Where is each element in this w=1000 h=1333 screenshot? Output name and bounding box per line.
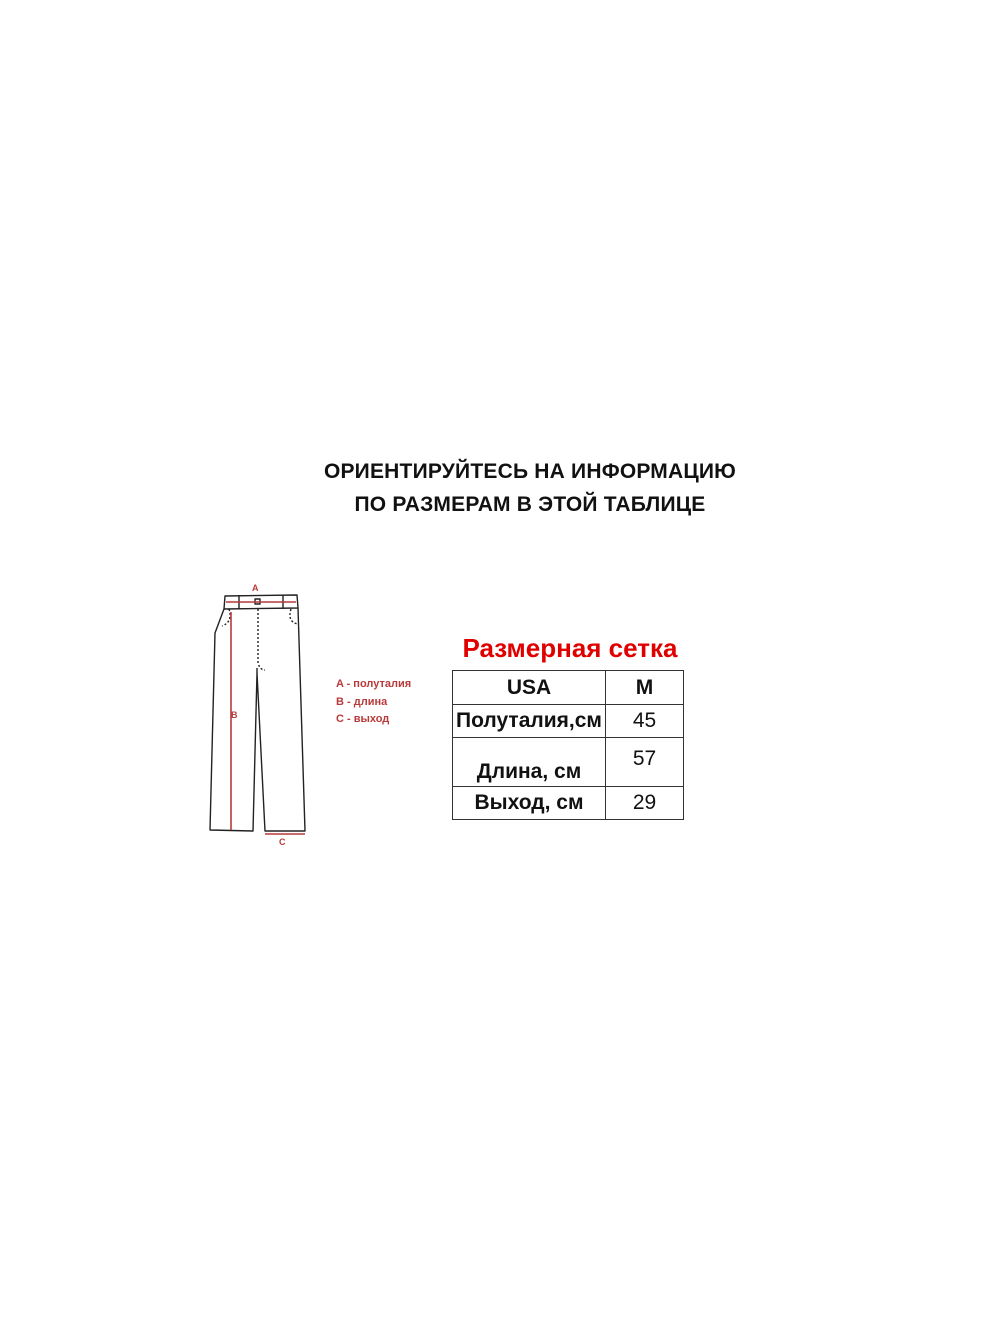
row-value-size: M [606, 671, 684, 705]
row-label-half-waist: Полуталия,см [453, 705, 606, 738]
trousers-diagram [195, 578, 325, 853]
row-label-usa: USA [453, 671, 606, 705]
diagram-legend [336, 676, 411, 729]
marker-b: B [231, 710, 238, 720]
legend-item-a: A - полуталия [336, 678, 412, 690]
size-table [452, 670, 684, 820]
fly-seam [258, 609, 265, 670]
legend-item-b: B - длина [336, 695, 388, 708]
row-value-length: 57 [606, 738, 684, 787]
row-label-length: Длина, см [453, 738, 606, 787]
heading-line-1: ОРИЕНТИРУЙТЕСЬ НА ИНФОРМАЦИЮ [323, 460, 737, 483]
table-row [453, 738, 684, 787]
marker-c: C [279, 837, 286, 847]
row-value-half-waist: 45 [606, 705, 684, 738]
trousers-outline [210, 595, 305, 831]
size-grid-title: Размерная сетка [462, 633, 678, 663]
legend-item-c: C - выход [336, 713, 390, 725]
measure-lines [226, 602, 305, 834]
table-row [453, 787, 684, 820]
right-pocket [290, 609, 298, 624]
heading-line-2: ПО РАЗМЕРАМ В ЭТОЙ ТАБЛИЦЕ [354, 493, 706, 516]
table-row [453, 671, 684, 705]
row-value-rise: 29 [606, 787, 684, 820]
row-label-rise: Выход, см [453, 787, 606, 820]
table-row [453, 705, 684, 738]
marker-a: A [252, 583, 259, 593]
